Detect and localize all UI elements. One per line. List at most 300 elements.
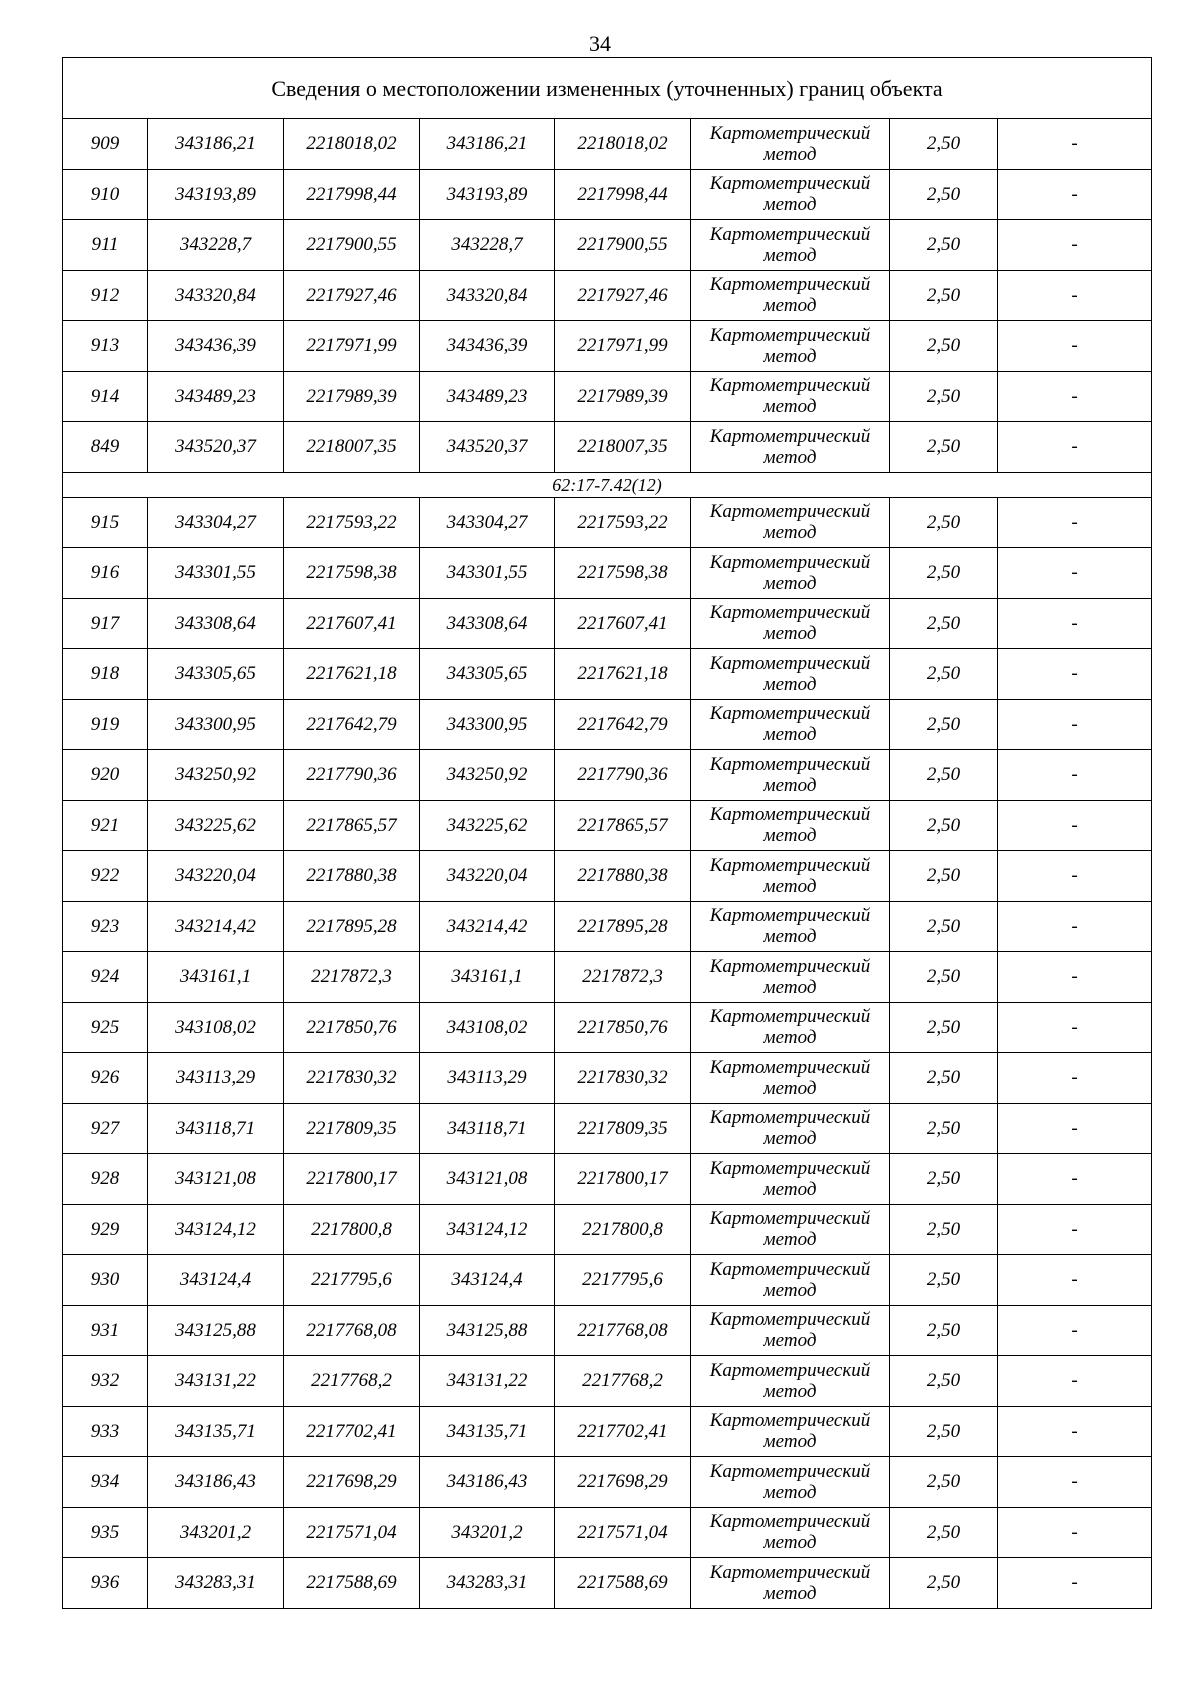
precision-cell: 2,50 [890,1356,998,1407]
method-line-2: метод [763,1481,817,1503]
method-line-2: метод [763,244,817,266]
y-new-cell: 2217795,6 [555,1255,691,1306]
method-cell [691,750,890,801]
description-cell: - [998,270,1152,321]
y-existing-cell: 2217598,38 [284,548,420,599]
method-cell [691,1255,890,1306]
description-cell: - [998,1154,1152,1205]
y-existing-cell: 2217588,69 [284,1558,420,1609]
precision-cell: 2,50 [890,1204,998,1255]
y-existing-cell: 2218007,35 [284,422,420,473]
table-row [63,851,1152,902]
table-row [63,1558,1152,1609]
x-new-cell: 343124,12 [420,1204,555,1255]
point-number-cell: 934 [63,1457,148,1508]
y-new-cell: 2217927,46 [555,270,691,321]
y-new-cell: 2217830,32 [555,1053,691,1104]
method-line-1: Картометрический [709,551,871,573]
precision-cell: 2,50 [890,851,998,902]
description-cell: - [998,750,1152,801]
method-line-2: метод [763,1330,817,1352]
y-existing-cell: 2217880,38 [284,851,420,902]
description-cell: - [998,371,1152,422]
method-line-1: Картометрический [709,1157,871,1179]
description-cell: - [998,169,1152,220]
method-line-2: метод [763,295,817,317]
description-cell: - [998,1356,1152,1407]
x-existing-cell: 343135,71 [148,1406,284,1457]
method-cell [691,169,890,220]
table-row [63,952,1152,1003]
y-new-cell: 2217598,38 [555,548,691,599]
method-line-1: Картометрический [709,1359,871,1381]
y-existing-cell: 2217621,18 [284,649,420,700]
method-line-1: Картометрический [709,854,871,876]
method-cell [691,1305,890,1356]
description-cell: - [998,851,1152,902]
table-row [63,119,1152,170]
x-existing-cell: 343121,08 [148,1154,284,1205]
x-existing-cell: 343225,62 [148,800,284,851]
method-line-2: метод [763,396,817,418]
y-existing-cell: 2217571,04 [284,1507,420,1558]
y-new-cell: 2217895,28 [555,901,691,952]
method-line-1: Картометрический [709,703,871,725]
precision-cell: 2,50 [890,1558,998,1609]
x-existing-cell: 343108,02 [148,1002,284,1053]
precision-cell: 2,50 [890,422,998,473]
y-new-cell: 2217880,38 [555,851,691,902]
point-number-cell: 915 [63,497,148,548]
y-new-cell: 2217790,36 [555,750,691,801]
y-existing-cell: 2217800,8 [284,1204,420,1255]
y-new-cell: 2217698,29 [555,1457,691,1508]
x-existing-cell: 343131,22 [148,1356,284,1407]
x-new-cell: 343201,2 [420,1507,555,1558]
method-line-2: метод [763,623,817,645]
description-cell: - [998,321,1152,372]
description-cell: - [998,1255,1152,1306]
point-number-cell: 928 [63,1154,148,1205]
method-cell [691,321,890,372]
x-new-cell: 343186,43 [420,1457,555,1508]
precision-cell: 2,50 [890,901,998,952]
method-line-2: метод [763,1128,817,1150]
y-new-cell: 2217571,04 [555,1507,691,1558]
method-line-1: Картометрический [709,1410,871,1432]
y-existing-cell: 2217895,28 [284,901,420,952]
point-number-cell: 935 [63,1507,148,1558]
x-new-cell: 343283,31 [420,1558,555,1609]
y-new-cell: 2217593,22 [555,497,691,548]
method-cell [691,548,890,599]
y-existing-cell: 2218018,02 [284,119,420,170]
y-existing-cell: 2217850,76 [284,1002,420,1053]
x-new-cell: 343121,08 [420,1154,555,1205]
x-existing-cell: 343113,29 [148,1053,284,1104]
method-line-2: метод [763,522,817,544]
y-existing-cell: 2217998,44 [284,169,420,220]
table-row [63,1406,1152,1457]
x-new-cell: 343300,95 [420,699,555,750]
table-row [63,497,1152,548]
point-number-cell: 914 [63,371,148,422]
section-row [63,472,1152,497]
method-line-1: Картометрический [709,501,871,523]
y-existing-cell: 2217768,08 [284,1305,420,1356]
table-row [63,422,1152,473]
method-line-1: Картометрический [709,1208,871,1230]
method-line-1: Картометрический [709,425,871,447]
description-cell: - [998,1457,1152,1508]
point-number-cell: 929 [63,1204,148,1255]
method-cell [691,1053,890,1104]
method-line-2: метод [763,673,817,695]
y-existing-cell: 2217768,2 [284,1356,420,1407]
y-existing-cell: 2217989,39 [284,371,420,422]
y-new-cell: 2217872,3 [555,952,691,1003]
x-existing-cell: 343300,95 [148,699,284,750]
description-cell: - [998,1103,1152,1154]
table-row [63,220,1152,271]
y-new-cell: 2217900,55 [555,220,691,271]
point-number-cell: 927 [63,1103,148,1154]
table-row [63,598,1152,649]
description-cell: - [998,800,1152,851]
point-number-cell: 913 [63,321,148,372]
x-existing-cell: 343214,42 [148,901,284,952]
y-new-cell: 2217865,57 [555,800,691,851]
method-line-1: Картометрический [709,1309,871,1331]
page-number: 34 [589,31,611,56]
point-number-cell: 916 [63,548,148,599]
method-cell [691,1406,890,1457]
point-number-cell: 933 [63,1406,148,1457]
precision-cell: 2,50 [890,548,998,599]
y-new-cell: 2217588,69 [555,1558,691,1609]
point-number-cell: 936 [63,1558,148,1609]
point-number-cell: 932 [63,1356,148,1407]
y-existing-cell: 2217790,36 [284,750,420,801]
precision-cell: 2,50 [890,270,998,321]
description-cell: - [998,422,1152,473]
method-cell [691,1507,890,1558]
x-existing-cell: 343161,1 [148,952,284,1003]
table-body [63,58,1152,1609]
point-number-cell: 931 [63,1305,148,1356]
method-line-1: Картометрический [709,1511,871,1533]
method-cell [691,1356,890,1407]
table-row [63,901,1152,952]
table-row [63,548,1152,599]
x-new-cell: 343124,4 [420,1255,555,1306]
x-existing-cell: 343124,12 [148,1204,284,1255]
method-line-2: метод [763,446,817,468]
method-line-2: метод [763,1532,817,1554]
method-cell [691,1558,890,1609]
precision-cell: 2,50 [890,699,998,750]
method-cell [691,1154,890,1205]
x-new-cell: 343193,89 [420,169,555,220]
description-cell: - [998,119,1152,170]
y-new-cell: 2217998,44 [555,169,691,220]
description-cell: - [998,1406,1152,1457]
x-new-cell: 343214,42 [420,901,555,952]
method-line-1: Картометрический [709,804,871,826]
y-existing-cell: 2217927,46 [284,270,420,321]
point-number-cell: 930 [63,1255,148,1306]
x-existing-cell: 343250,92 [148,750,284,801]
y-existing-cell: 2217900,55 [284,220,420,271]
y-existing-cell: 2217872,3 [284,952,420,1003]
y-new-cell: 2217971,99 [555,321,691,372]
description-cell: - [998,699,1152,750]
y-new-cell: 2217800,8 [555,1204,691,1255]
point-number-cell: 909 [63,119,148,170]
x-new-cell: 343308,64 [420,598,555,649]
x-existing-cell: 343228,7 [148,220,284,271]
method-cell [691,901,890,952]
method-line-2: метод [763,1431,817,1453]
method-line-2: метод [763,1582,817,1604]
x-existing-cell: 343186,43 [148,1457,284,1508]
table-row [63,270,1152,321]
y-existing-cell: 2217607,41 [284,598,420,649]
table-row [63,1356,1152,1407]
x-existing-cell: 343124,4 [148,1255,284,1306]
method-cell [691,649,890,700]
method-line-1: Картометрический [709,324,871,346]
x-existing-cell: 343304,27 [148,497,284,548]
table-row [63,1457,1152,1508]
method-cell [691,371,890,422]
y-new-cell: 2217621,18 [555,649,691,700]
method-line-2: метод [763,1229,817,1251]
table-row [63,1154,1152,1205]
method-line-1: Картометрический [709,122,871,144]
method-line-2: метод [763,1380,817,1402]
x-new-cell: 343125,88 [420,1305,555,1356]
y-new-cell: 2217800,17 [555,1154,691,1205]
table-title: Сведения о местоположении измененных (уточненных) границ объекта [63,58,1152,119]
method-line-2: метод [763,1077,817,1099]
x-new-cell: 343131,22 [420,1356,555,1407]
point-number-cell: 917 [63,598,148,649]
x-new-cell: 343520,37 [420,422,555,473]
method-line-2: метод [763,976,817,998]
table-row [63,750,1152,801]
table-row [63,1053,1152,1104]
point-number-cell: 925 [63,1002,148,1053]
x-new-cell: 343186,21 [420,119,555,170]
x-new-cell: 343301,55 [420,548,555,599]
description-cell: - [998,1507,1152,1558]
method-line-1: Картометрический [709,955,871,977]
method-line-1: Картометрический [709,905,871,927]
x-existing-cell: 343283,31 [148,1558,284,1609]
method-cell [691,1204,890,1255]
y-existing-cell: 2217865,57 [284,800,420,851]
point-number-cell: 849 [63,422,148,473]
precision-cell: 2,50 [890,119,998,170]
y-new-cell: 2217850,76 [555,1002,691,1053]
section-label: 62:17-7.42(12) [63,472,1152,497]
precision-cell: 2,50 [890,1255,998,1306]
method-cell [691,1457,890,1508]
precision-cell: 2,50 [890,1305,998,1356]
point-number-cell: 918 [63,649,148,700]
precision-cell: 2,50 [890,1103,998,1154]
method-line-1: Картометрический [709,1460,871,1482]
description-cell: - [998,1053,1152,1104]
method-cell [691,699,890,750]
precision-cell: 2,50 [890,371,998,422]
precision-cell: 2,50 [890,169,998,220]
x-new-cell: 343108,02 [420,1002,555,1053]
y-new-cell: 2217642,79 [555,699,691,750]
x-existing-cell: 343305,65 [148,649,284,700]
method-cell [691,800,890,851]
x-new-cell: 343225,62 [420,800,555,851]
table-row [63,169,1152,220]
method-line-2: метод [763,875,817,897]
precision-cell: 2,50 [890,800,998,851]
y-new-cell: 2218018,02 [555,119,691,170]
point-number-cell: 924 [63,952,148,1003]
point-number-cell: 912 [63,270,148,321]
precision-cell: 2,50 [890,750,998,801]
description-cell: - [998,1305,1152,1356]
x-existing-cell: 343489,23 [148,371,284,422]
x-new-cell: 343113,29 [420,1053,555,1104]
method-cell [691,422,890,473]
x-existing-cell: 343301,55 [148,548,284,599]
description-cell: - [998,598,1152,649]
method-line-2: метод [763,825,817,847]
table-row [63,1255,1152,1306]
description-cell: - [998,649,1152,700]
method-line-1: Картометрический [709,375,871,397]
method-line-2: метод [763,724,817,746]
table-row [63,1305,1152,1356]
x-new-cell: 343118,71 [420,1103,555,1154]
method-line-2: метод [763,194,817,216]
precision-cell: 2,50 [890,598,998,649]
method-cell [691,952,890,1003]
precision-cell: 2,50 [890,321,998,372]
y-existing-cell: 2217702,41 [284,1406,420,1457]
point-number-cell: 926 [63,1053,148,1104]
x-existing-cell: 343186,21 [148,119,284,170]
x-existing-cell: 343220,04 [148,851,284,902]
table-header-row [63,58,1152,119]
x-existing-cell: 343436,39 [148,321,284,372]
y-new-cell: 2217607,41 [555,598,691,649]
method-cell [691,220,890,271]
method-line-2: метод [763,1178,817,1200]
y-existing-cell: 2217830,32 [284,1053,420,1104]
method-line-1: Картометрический [709,173,871,195]
method-line-1: Картометрический [709,1561,871,1583]
y-existing-cell: 2217800,17 [284,1154,420,1205]
y-existing-cell: 2217809,35 [284,1103,420,1154]
y-new-cell: 2218007,35 [555,422,691,473]
x-new-cell: 343320,84 [420,270,555,321]
method-line-2: метод [763,345,817,367]
precision-cell: 2,50 [890,1457,998,1508]
method-cell [691,270,890,321]
x-new-cell: 343304,27 [420,497,555,548]
y-existing-cell: 2217698,29 [284,1457,420,1508]
x-new-cell: 343220,04 [420,851,555,902]
method-line-1: Картометрический [709,223,871,245]
x-existing-cell: 343520,37 [148,422,284,473]
y-new-cell: 2217809,35 [555,1103,691,1154]
point-number-cell: 922 [63,851,148,902]
precision-cell: 2,50 [890,952,998,1003]
description-cell: - [998,901,1152,952]
x-new-cell: 343305,65 [420,649,555,700]
precision-cell: 2,50 [890,1053,998,1104]
method-line-2: метод [763,1027,817,1049]
method-line-2: метод [763,926,817,948]
x-existing-cell: 343201,2 [148,1507,284,1558]
y-existing-cell: 2217795,6 [284,1255,420,1306]
table-row [63,371,1152,422]
method-cell [691,1002,890,1053]
x-new-cell: 343250,92 [420,750,555,801]
method-line-1: Картометрический [709,652,871,674]
point-number-cell: 919 [63,699,148,750]
x-new-cell: 343135,71 [420,1406,555,1457]
x-existing-cell: 343125,88 [148,1305,284,1356]
table-row [63,321,1152,372]
x-new-cell: 343228,7 [420,220,555,271]
coordinates-table [62,57,1152,1609]
method-line-1: Картометрический [709,602,871,624]
method-line-1: Картометрический [709,1258,871,1280]
table-row [63,649,1152,700]
description-cell: - [998,220,1152,271]
method-line-1: Картометрический [709,274,871,296]
description-cell: - [998,1558,1152,1609]
x-existing-cell: 343193,89 [148,169,284,220]
precision-cell: 2,50 [890,649,998,700]
description-cell: - [998,548,1152,599]
table-row [63,1103,1152,1154]
x-new-cell: 343161,1 [420,952,555,1003]
table-row [63,1507,1152,1558]
precision-cell: 2,50 [890,1507,998,1558]
y-new-cell: 2217768,08 [555,1305,691,1356]
precision-cell: 2,50 [890,1406,998,1457]
description-cell: - [998,952,1152,1003]
method-cell [691,1103,890,1154]
method-line-1: Картометрический [709,1006,871,1028]
precision-cell: 2,50 [890,497,998,548]
method-line-1: Картометрический [709,1107,871,1129]
y-new-cell: 2217702,41 [555,1406,691,1457]
x-new-cell: 343489,23 [420,371,555,422]
point-number-cell: 921 [63,800,148,851]
method-cell [691,497,890,548]
method-line-2: метод [763,1279,817,1301]
method-line-2: метод [763,572,817,594]
description-cell: - [998,1204,1152,1255]
y-existing-cell: 2217593,22 [284,497,420,548]
method-line-2: метод [763,774,817,796]
point-number-cell: 911 [63,220,148,271]
